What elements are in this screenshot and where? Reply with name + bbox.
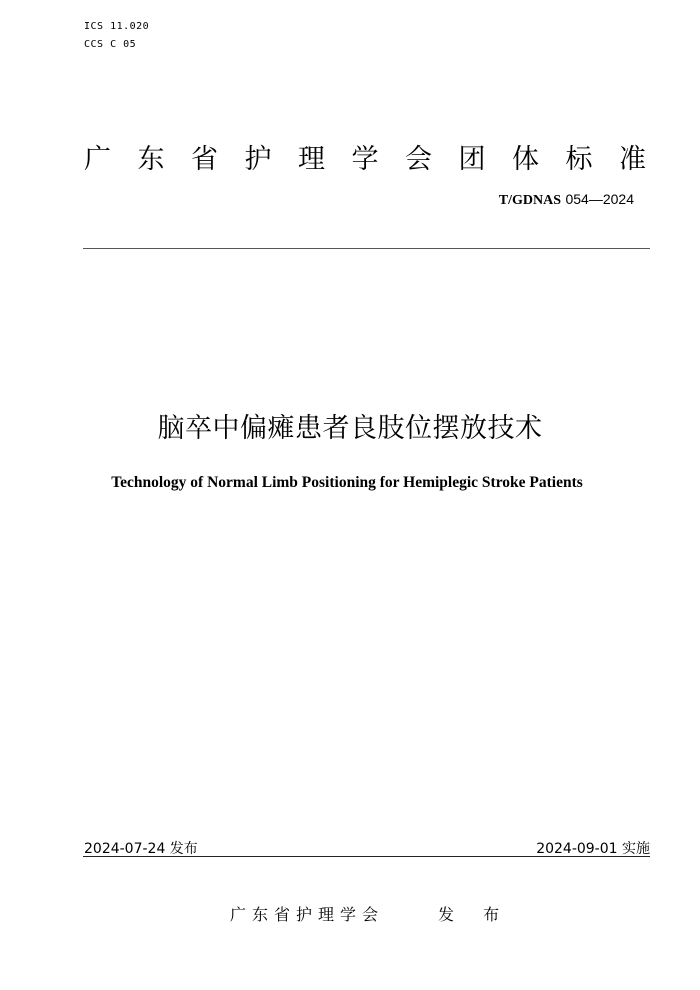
issue-label: 发 布 [438, 905, 512, 924]
standard-number-value: 054—2024 [565, 191, 634, 207]
standard-number-prefix: T/GDNAS [498, 193, 562, 208]
document-title-english: Technology of Normal Limb Positioning for Hemiplegic Stroke Patients [111, 474, 583, 491]
header-divider [83, 248, 650, 249]
organization-standard-title: 广东省护理学会团体标准 [84, 144, 673, 175]
ics-code: ICS 11.020 [84, 21, 150, 32]
footer-divider [83, 856, 650, 857]
implementation-date: 2024-09-01 实施 [536, 841, 650, 857]
ccs-code: CCS C 05 [84, 39, 137, 50]
issue-date: 2024-07-24 发布 [84, 841, 198, 857]
issuing-organization: 广东省护理学会 [230, 905, 385, 924]
standard-number [499, 191, 634, 209]
document-title-chinese: 脑卒中偏瘫患者良肢位摆放技术 [157, 413, 543, 444]
